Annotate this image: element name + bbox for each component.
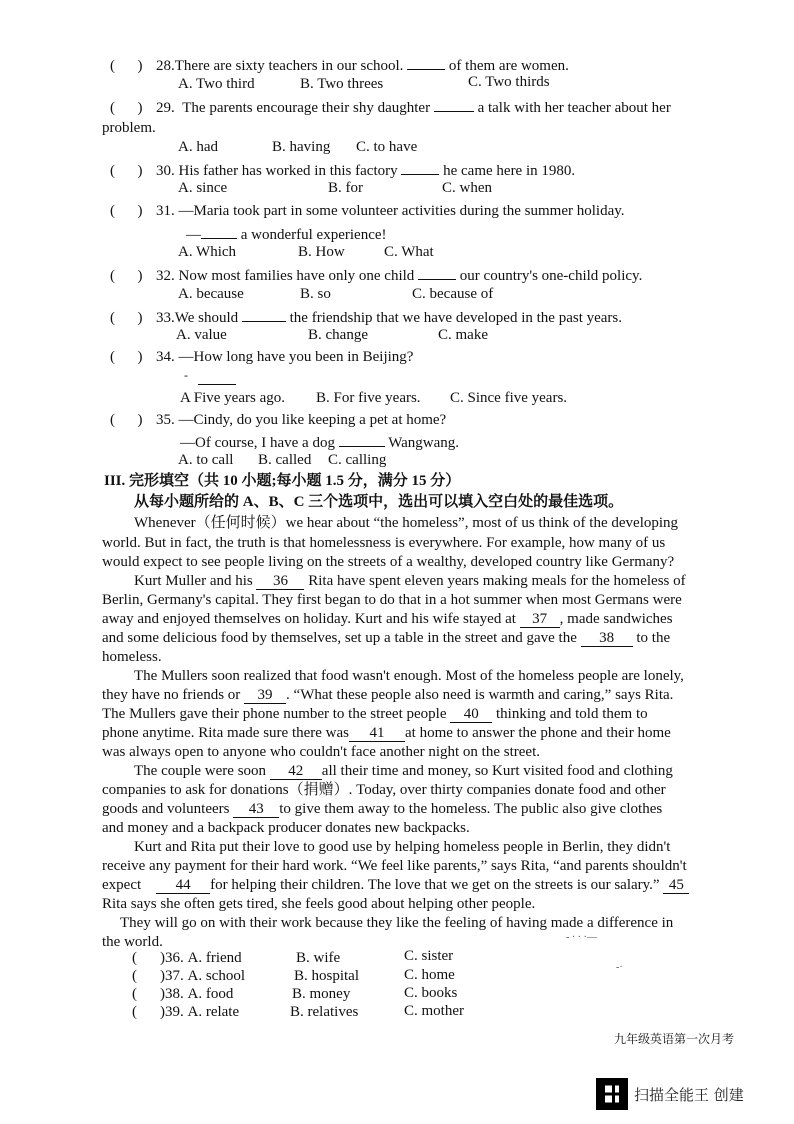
passage-line: and money and a backpack producer donates new backpacks.	[102, 820, 470, 836]
qr-code-icon	[596, 1078, 628, 1110]
option-b: B. Two threes	[300, 76, 384, 92]
passage-text: to the	[636, 630, 671, 646]
passage-text: at home to answer the phone and their home	[405, 725, 671, 741]
answer-paren: ( )	[110, 100, 143, 116]
option-b: B. money	[292, 986, 351, 1002]
option-b: B. For five years.	[316, 390, 421, 406]
passage-line: Berlin, Germany's capital. They first began to do that in a hot summer when most Germans were	[102, 592, 682, 608]
option-a: A. Which	[178, 244, 237, 260]
section-title: III. 完形填空（共 10 小题;每小题 1.5 分，满分 15 分）	[104, 473, 461, 489]
passage-line: was always open to anyone who couldn't face another night on the street.	[102, 744, 540, 760]
answer-paren: ( )	[110, 203, 143, 219]
passage-line: The Mullers soon realized that food wasn't enough. Most of the homeless people are lonely,	[134, 668, 684, 684]
passage-line: companies to ask for donations（捐赠）. Today, over thirty companies donate food and other	[102, 782, 666, 798]
passage-text: . “What these people also need is warmth and caring,” says Rita.	[286, 687, 674, 703]
option-a: A. because	[178, 286, 244, 302]
question-stem: We should	[174, 310, 239, 326]
option-c: C. make	[438, 327, 488, 343]
passage-line	[102, 686, 673, 704]
passage-line	[102, 610, 673, 628]
answer-blank	[418, 265, 456, 280]
option-number: )39.	[160, 1004, 184, 1020]
reply-text: —Of course, I have a dog	[180, 435, 335, 451]
answer-paren: (	[132, 1004, 137, 1020]
comma: ,	[559, 611, 564, 627]
cloze-blank: 36	[256, 573, 304, 590]
passage-text: to give them away to the homeless. The public also give clothes	[279, 801, 663, 817]
passage-line	[102, 705, 648, 723]
passage-line: Rita says she often gets tired, she feels good about helping other people.	[102, 896, 536, 912]
question-28	[110, 55, 569, 75]
passage-line	[134, 762, 673, 780]
option-a: A. school	[187, 968, 245, 984]
option-c: C. books	[404, 985, 458, 1001]
question-35	[110, 411, 446, 429]
question-30	[110, 160, 575, 180]
option-b: B. hospital	[294, 968, 360, 984]
cloze-blank: 37	[520, 611, 560, 628]
option-c: C. mother	[404, 1003, 464, 1019]
answer-paren: ( )	[110, 412, 143, 428]
question-stem: The parents encourage their shy daughter	[182, 100, 431, 116]
option-b: B. change	[308, 327, 368, 343]
option-a: A. had	[178, 139, 218, 155]
option-b: B. having	[272, 139, 331, 155]
option-b: B. called	[258, 452, 312, 468]
option-c: C. home	[404, 967, 455, 983]
passage-text: all their time and money, so Kurt visited food and clothing	[321, 763, 673, 779]
question-29	[110, 97, 671, 117]
question-number: 28.	[156, 58, 175, 74]
question-number: 31.	[156, 203, 175, 219]
dash: —	[186, 227, 201, 243]
question-33	[110, 307, 622, 327]
question-stem: Now most families have only one child	[178, 268, 415, 284]
answer-blank	[339, 432, 385, 447]
cloze-blank: 38	[581, 630, 633, 647]
option-c: C. calling	[328, 452, 387, 468]
answer-paren: ( )	[110, 349, 143, 365]
passage-line	[102, 629, 670, 647]
question-number: 30.	[156, 163, 175, 179]
passage-text: they have no friends or	[102, 687, 241, 703]
answer-blank	[401, 160, 439, 175]
question-32	[110, 265, 642, 285]
answer-blank	[434, 97, 474, 112]
cloze-blank: 41	[349, 725, 405, 742]
question-stem: His father has worked in this factory	[178, 163, 398, 179]
question-31-reply	[186, 224, 387, 244]
exam-label: 九年级英语第一次月考	[613, 1032, 734, 1046]
option-a: A Five years ago.	[180, 390, 285, 406]
answer-paren: ( )	[110, 310, 143, 326]
question-number: 32.	[156, 268, 175, 284]
answer-blank	[242, 307, 286, 322]
question-number: 33.	[156, 310, 175, 326]
option-b: B. wife	[296, 950, 341, 966]
answer-blank	[201, 224, 237, 239]
passage-line	[134, 572, 686, 590]
question-35-reply	[180, 432, 459, 452]
question-number: 35.	[156, 412, 175, 428]
question-stem-end: the friendship that we have developed in the past years.	[289, 310, 623, 326]
option-a: A. to call	[178, 452, 234, 468]
question-stem-end: he came here in 1980.	[443, 163, 576, 179]
section-instruction: 从每小题所给的 A、B、C 三个选项中，选出可以填入空白处的最佳选项。	[134, 494, 624, 510]
passage-text: goods and volunteers	[102, 801, 230, 817]
scan-noise: -·	[616, 962, 623, 973]
option-a: A. food	[187, 986, 234, 1002]
option-a: A. friend	[187, 950, 242, 966]
brand-text: 扫描全能王 创建	[634, 1085, 744, 1104]
passage-text: Rita have spent eleven years making meals for the homeless of	[308, 573, 686, 589]
option-c: C. What	[384, 244, 434, 260]
question-number: 34.	[156, 349, 175, 365]
passage-text: expect	[102, 877, 142, 893]
answer-blank	[198, 370, 236, 385]
passage-text: thinking and told them to	[495, 706, 648, 722]
question-stem: —Cindy, do you like keeping a pet at home?	[178, 412, 447, 428]
passage-line: receive any payment for their hard work. “We feel like parents,” says Rita, “and parents shouldn't	[102, 858, 687, 874]
passage-line: Kurt and Rita put their love to good use by helping homeless people in Berlin, they didn't	[134, 839, 671, 855]
option-a: A. value	[176, 327, 227, 343]
passage-line	[102, 876, 689, 894]
answer-paren: (	[132, 950, 137, 966]
option-a: A. Two third	[178, 76, 255, 92]
question-stem-end: of them are women.	[448, 58, 569, 74]
cloze-blank: 42	[270, 763, 322, 780]
question-stem: —Maria took part in some volunteer activities during the summer holiday.	[178, 203, 625, 219]
option-b: B. How	[298, 244, 345, 260]
option-a: A. since	[178, 180, 228, 196]
cloze-blank: 39	[244, 687, 286, 704]
cloze-option-row	[132, 968, 245, 985]
option-a: A. relate	[187, 1004, 240, 1020]
question-stem: There are sixty teachers in our school.	[174, 58, 404, 74]
answer-paren: (	[132, 986, 137, 1002]
passage-line: Whenever（任何时候）we hear about “the homeless”, most of us think of the developing	[134, 515, 679, 531]
question-31	[110, 202, 625, 220]
reply-text-end: Wangwang.	[388, 435, 460, 451]
cloze-blank: 43	[233, 801, 279, 818]
dash-mark: -	[184, 368, 188, 382]
option-b: B. for	[328, 180, 363, 196]
question-continuation: problem.	[102, 120, 156, 136]
passage-text: made sandwiches	[567, 611, 673, 627]
cloze-blank: 45	[663, 877, 689, 894]
question-stem: —How long have you been in Beijing?	[178, 349, 414, 365]
cloze-blank: 40	[450, 706, 492, 723]
passage-text: and some delicious food by themselves, set up a table in the street and gave the	[102, 630, 577, 646]
scanner-watermark	[596, 1078, 744, 1110]
scan-noise: - · · ·—	[566, 932, 597, 943]
cloze-option-row	[132, 950, 242, 967]
passage-text: The couple were soon	[134, 763, 267, 779]
passage-text: phone anytime. Rita made sure there was	[102, 725, 350, 741]
passage-text: Kurt Muller and his	[134, 573, 253, 589]
option-c: C. when	[442, 180, 492, 196]
option-c: C. Since five years.	[450, 390, 568, 406]
passage-line: world. But in fact, the truth is that homelessness is everywhere. For example, how many of us	[102, 535, 666, 551]
passage-line	[102, 724, 671, 742]
option-number: )38.	[160, 986, 184, 1002]
option-c: C. sister	[404, 948, 454, 964]
option-number: )37.	[160, 968, 184, 984]
option-b: B. relatives	[290, 1004, 359, 1020]
passage-text: The Mullers gave their phone number to the street people	[102, 706, 447, 722]
answer-paren: ( )	[110, 58, 143, 74]
option-c: C. to have	[356, 139, 418, 155]
cloze-option-row	[132, 986, 233, 1003]
passage-text: away and enjoyed themselves on holiday. Kurt and his wife stayed at	[102, 611, 516, 627]
cloze-option-row	[132, 1004, 239, 1021]
question-34	[110, 348, 413, 366]
answer-paren: ( )	[110, 268, 143, 284]
reply-text: a wonderful experience!	[240, 227, 387, 243]
passage-line: homeless.	[102, 649, 162, 665]
passage-line	[102, 800, 662, 818]
passage-text: for helping their children. The love that we get on the streets is our salary.”	[210, 877, 660, 893]
option-number: )36.	[160, 950, 184, 966]
answer-paren: ( )	[110, 163, 143, 179]
option-b: B. so	[300, 286, 331, 302]
question-stem-end: a talk with her teacher about her	[477, 100, 671, 116]
option-c: C. because of	[412, 286, 494, 302]
passage-line: would expect to see people living on the streets of a wealthy, developed country like Germany?	[102, 554, 675, 570]
option-c: C. Two thirds	[468, 74, 550, 90]
answer-blank	[407, 55, 445, 70]
question-number: 29.	[156, 100, 175, 116]
passage-line: the world.	[102, 934, 163, 950]
cloze-blank: 44	[156, 877, 210, 894]
answer-paren: (	[132, 968, 137, 984]
question-stem-end: our country's one-child policy.	[459, 268, 643, 284]
passage-line: They will go on with their work because they like the feeling of having made a difference in	[120, 915, 674, 931]
